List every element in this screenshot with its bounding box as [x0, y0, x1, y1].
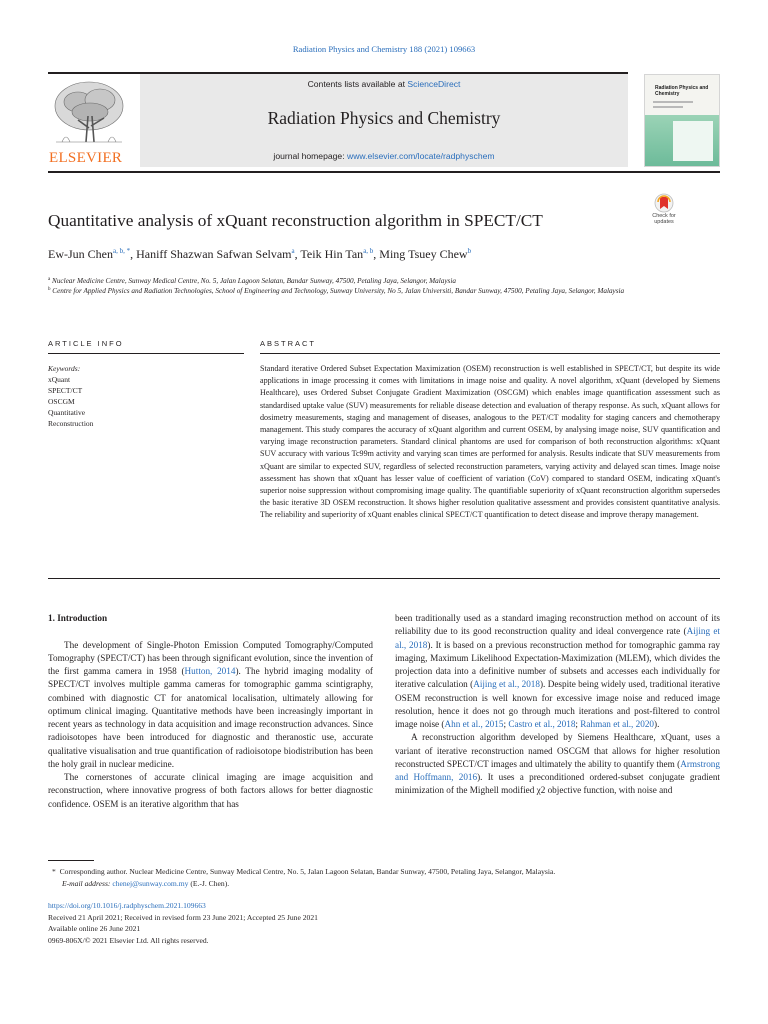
abstract-divider	[260, 353, 720, 354]
body-paragraph	[48, 639, 373, 772]
affiliation-mark: b	[48, 287, 51, 292]
journal-homepage-link[interactable]: www.elsevier.com/locate/radphyschem	[346, 151, 495, 161]
check-updates-label: Check for updates	[652, 213, 676, 225]
journal-homepage-line	[140, 151, 628, 161]
affiliation-mark: a	[48, 277, 51, 282]
body-paragraph: The cornerstones of accurate clinical imaging are image acquisition and reconstruction, where innovative progress of both factors allows for better diagnostic confidence. OSEM is an iterative algorithm that has	[48, 772, 373, 809]
cover-image-box	[673, 121, 713, 161]
received-dates: Received 21 April 2021; Received in revised form 23 June 2021; Accepted 25 June 2021	[48, 912, 318, 922]
author-name[interactable]: Haniff Shazwan Safwan Selvam	[136, 247, 292, 261]
keyword-item: Quantitative	[48, 408, 86, 417]
body-text: ). It is based on a previous reconstruction method for tomographic gamma ray imaging, Maximum Likelihood Expectation-Maximization (MLEM), which divides the projection data into a definitive number of subsets and accesses each individually for iterative calculation (	[395, 639, 720, 690]
article-title: Quantitative analysis of xQuant reconstruction algorithm in SPECT/CT	[48, 211, 543, 230]
citation-link[interactable]: Castro et al., 2018	[508, 719, 576, 729]
author-affiliation-marks[interactable]: a	[291, 247, 295, 255]
footnote-divider	[48, 860, 94, 861]
keyword-item: SPECT/CT	[48, 386, 83, 395]
keywords-label: Keywords:	[48, 364, 81, 373]
affiliation-b	[48, 285, 648, 296]
citation-link[interactable]: Rahman et al., 2020	[580, 719, 655, 729]
cover-title: Radiation Physics and Chemistry	[655, 85, 709, 97]
body-column-right	[395, 612, 720, 798]
corresponding-author-footnote	[52, 866, 720, 890]
abstract-heading: ABSTRACT	[260, 339, 317, 348]
author-separator: ,	[373, 247, 380, 261]
available-online: Available online 26 June 2021	[48, 924, 141, 933]
citation-link[interactable]: Aijing et al., 2018	[473, 679, 540, 690]
body-text: ). The hybrid imaging modality of SPECT/CT involves multiple gamma cameras for tomographic gamma scintigraphy, combined with diagnostic CT for anatomical localisation, ultimately allowing for optimum clinical imaging. Quantitative methods have been increasingly important in recent years as technology in data acquisition and image reconstruction advances. Since radioisotopes have been introduced for diagnostic and theranostic use, accurate qualitative visualisation and true quantification of radioisotope biodistribution has been the holy grail in nuclear medicine.	[48, 666, 373, 769]
abstract-bottom-divider	[48, 578, 720, 579]
email-label: E-mail address:	[62, 879, 113, 888]
contents-prefix: Contents lists available at	[307, 79, 408, 89]
article-info-divider	[48, 353, 244, 354]
body-text: ;	[575, 719, 581, 729]
homepage-prefix: journal homepage:	[273, 151, 347, 161]
citation-link[interactable]: Aijing et al., 2018	[395, 626, 720, 650]
affiliation-text: Centre for Applied Physics and Radiation Technologies, School of Engineering and Technology, Sunway University, No 5, Jalan Universiti, Bandar Sunway, 47500, Petaling Jaya, Selangor, Malaysia	[52, 287, 625, 295]
elsevier-wordmark: ELSEVIER	[49, 150, 123, 166]
author-name[interactable]: Teik Hin Tan	[300, 247, 364, 261]
corresponding-author-text: Corresponding author. Nuclear Medicine Centre, Sunway Medical Centre, No. 5, Jalan Lagoon Selatan, Bandar Sunway, 47500, Petaling Jaya, Selangor, Malaysia.	[59, 867, 556, 876]
keyword-item: Reconstruction	[48, 419, 94, 428]
author-affiliation-marks[interactable]: a, b, *	[113, 247, 131, 255]
author-separator: ,	[130, 247, 137, 261]
author-separator: ,	[294, 247, 301, 261]
copyright-line: 0969-806X/© 2021 Elsevier Ltd. All rights reserved.	[48, 935, 209, 945]
journal-cover-thumbnail[interactable]	[644, 74, 720, 167]
author-name[interactable]: Ming Tsuey Chew	[379, 247, 468, 261]
body-paragraph	[395, 731, 720, 797]
email-line	[52, 878, 720, 890]
cover-bar	[653, 106, 683, 108]
author-affiliation-marks[interactable]: b	[467, 247, 472, 255]
header-divider	[48, 171, 720, 173]
footnote-line	[52, 866, 720, 878]
introduction-heading: 1. Introduction	[48, 613, 108, 623]
body-text: A reconstruction algorithm developed by Siemens Healthcare, xQuant, uses a variant of iterative reconstruction named OSCGM that allows for higher resolution reconstructed SPECT/CT images and ultimately the ability to quantify them (	[395, 732, 720, 769]
email-suffix: (E.-J. Chen).	[188, 879, 230, 888]
email-link[interactable]: chenej@sunway.com.my	[112, 879, 189, 888]
journal-reference-link[interactable]: Radiation Physics and Chemistry 188 (2021) 109663	[292, 44, 476, 54]
citation-link[interactable]: Ahn et al., 2015	[444, 719, 504, 729]
check-updates-icon	[648, 193, 680, 213]
keyword-item: xQuant	[48, 375, 71, 384]
citation-link[interactable]: Hutton, 2014	[184, 666, 236, 676]
keywords-block	[48, 363, 244, 429]
keyword-item: OSCGM	[48, 397, 75, 406]
contents-line	[140, 79, 628, 89]
sciencedirect-link[interactable]: ScienceDirect	[407, 79, 461, 89]
citation-link[interactable]: Armstrong and Hoffmann, 2016	[395, 758, 720, 782]
body-text: The development of Single-Photon Emission Computed Tomography/Computed Tomography (SPECT/CT) has been through significant evolution, since the invention of the first gamma camera in 1958 (	[48, 639, 373, 676]
body-text: been traditionally used as a standard imaging reconstruction method on account of its reliability due to its good reconstruction quality and ideal convergence rate (	[395, 613, 720, 637]
journal-title: Radiation Physics and Chemistry	[267, 108, 501, 128]
body-text: ). It uses a preconditioned ordered-subset conjugate gradient minimization of the Mighell modified χ2 objective function, with noise and	[395, 772, 720, 796]
author-list	[48, 247, 708, 262]
body-text: ;	[503, 719, 509, 729]
body-paragraph	[395, 612, 720, 731]
doi-link[interactable]: https://doi.org/10.1016/j.radphyschem.2021.109663	[48, 901, 206, 910]
check-for-updates-badge[interactable]	[648, 193, 680, 233]
author-name[interactable]: Ew-Jun Chen	[48, 247, 113, 261]
publication-info	[48, 900, 548, 946]
body-column-left	[48, 612, 373, 811]
author-affiliation-marks[interactable]: a, b	[363, 247, 374, 255]
article-info-heading: ARTICLE INFO	[48, 339, 124, 348]
body-text: ). Despite being widely used, traditional iterative OSEM reconstruction is well known for excessive image noise and reduced image resolution, hence it does not go through much iterations and post-filtered to control image noise (	[395, 679, 720, 729]
body-text: ).	[654, 719, 660, 729]
footnote-star: *	[52, 867, 56, 876]
affiliation-text: Nuclear Medicine Centre, Sunway Medical Centre, No. 5, Jalan Lagoon Selatan, Bandar Sunway, 47500, Petaling Jaya, Selangor, Malaysia	[52, 277, 456, 285]
abstract-text: Standard iterative Ordered Subset Expectation Maximization (OSEM) reconstruction is well established in SPECT/CT, but despite its wide applications in image processing it comes with limitations in image noise and quality. A novel algorithm, xQuant (developed by Siemens Healthcare), uses Ordered Subset Conjugate Gradient Maximization (OSCGM) which enables image quantification assessment such as standardised uptake value (SUV) measurements for reliable disease detection and evaluation of therapy response. As such, xQuant allows for dosimetry measurements, staging and management of diseases, analogous to the PET/CT modality for staging cancers and chemotherapy management. This study compares the accuracy of xQuant algorithm and current OSEM, by analysing image noise, SUV quantification and varying image reconstruction parameters. Standard clinical phantoms are used for comparison of both reconstruction algorithms: xQuant SUV accuracy with various Tc99m activity and varying scan times are performed for analysis. Results indicate that SUV measurements from xQuant are similar to expected SUV, regardless of selected reconstruction parameters, varying activity and delayed scan times. Image noise assessment has shown that xQuant has lesser value of coefficient of variation (CoV) compared to standard OSEM, indicating xQuant's superior noise suppression without compromising image quality. The quantifiable superiority of xQuant reconstruction algorithm supersedes the basic iterative 3D OSEM reconstruction. It shows higher resolution qualitative assessment and provides consistent quantitative analysis. The reliability and superiority of xQuant enables clinical SPECT/CT quantification to detect disease and improve therapy management.	[260, 364, 720, 520]
cover-bar	[653, 101, 693, 103]
